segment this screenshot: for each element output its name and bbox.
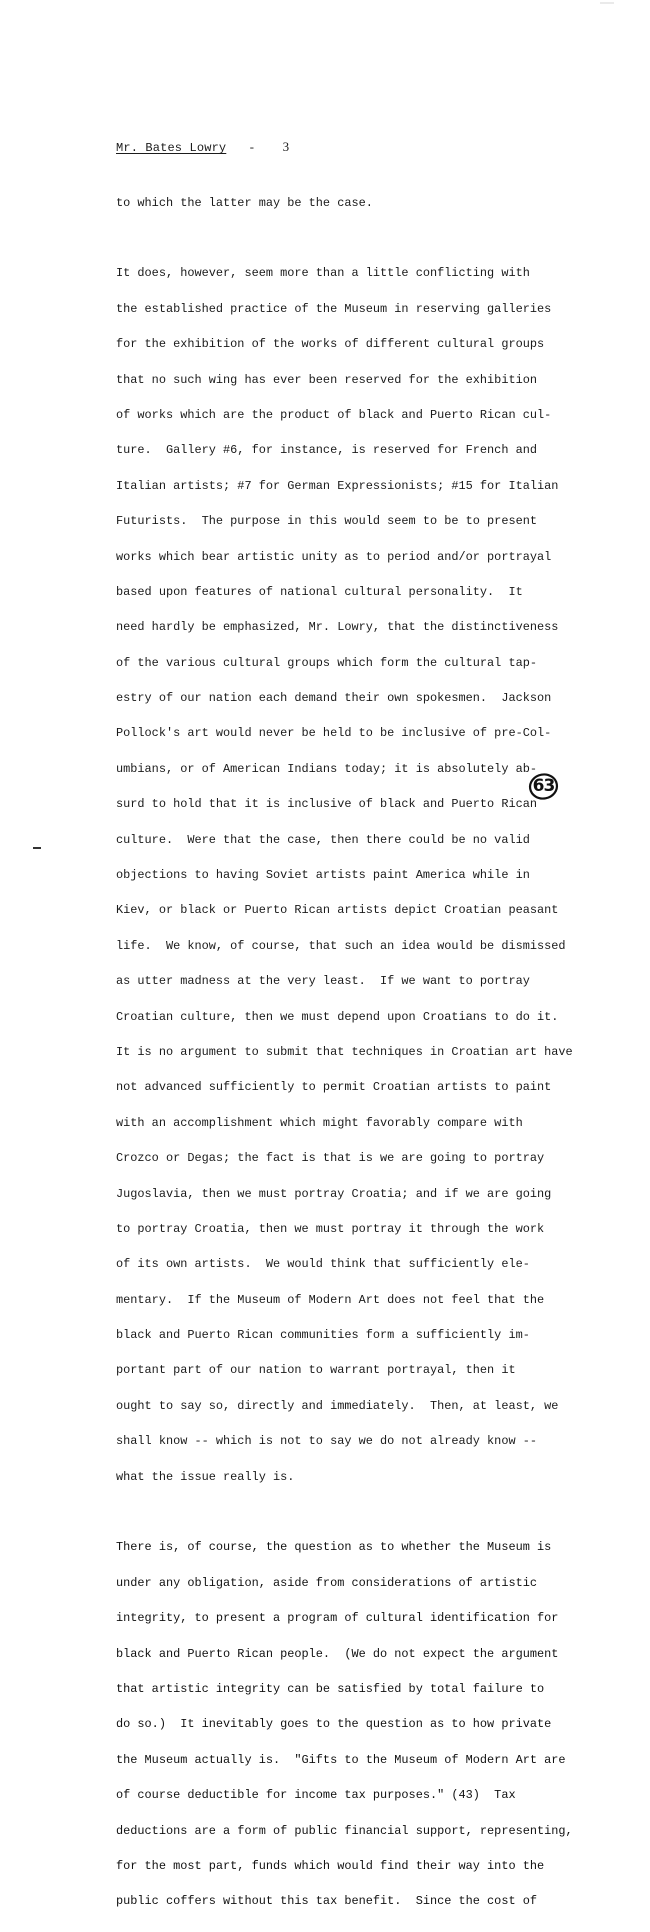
text-line: surd to hold that it is inclusive of black and Puerto Rican (116, 797, 537, 812)
stamp-page-number: 63 (532, 776, 555, 796)
text-line: Croatian culture, then we must depend upon Croatians to do it. (116, 1009, 559, 1024)
text-line: need hardly be emphasized, Mr. Lowry, that the distinctiveness (116, 620, 559, 635)
text-line: with an accomplishment which might favorably compare with (116, 1115, 523, 1130)
text-line: under any obligation, aside from considerations of artistic (116, 1575, 537, 1590)
text-line: not advanced sufficiently to permit Croatian artists to paint (116, 1080, 552, 1095)
text-line: of its own artists. We would think that sufficiently ele- (116, 1257, 530, 1272)
margin-dash-mark (33, 847, 41, 849)
text-line: portant part of our nation to warrant portrayal, then it (116, 1363, 516, 1378)
text-line: that no such wing has ever been reserved for the exhibition (116, 372, 537, 387)
text-line: Pollock's art would never be held to be inclusive of pre-Col- (116, 726, 552, 741)
text-line: of course deductible for income tax purposes." (43) Tax (116, 1788, 516, 1803)
scan-artifact-mark (600, 2, 614, 4)
text-line: to portray Croatia, then we must portray it through the work (116, 1221, 545, 1236)
text-line: It is no argument to submit that techniques in Croatian art have (116, 1044, 573, 1059)
text-line: as utter madness at the very least. If we want to portray (116, 974, 530, 989)
text-line: works which bear artistic unity as to period and/or portrayal (116, 549, 552, 564)
header-page-number: 3 (282, 139, 290, 154)
text-line: integrity, to present a program of cultural identification for (116, 1611, 559, 1626)
text-line: ought to say so, directly and immediately. Then, at least, we (116, 1398, 559, 1413)
text-line: black and Puerto Rican communities form a sufficiently im- (116, 1328, 530, 1343)
text-line: to which the latter may be the case. (116, 195, 373, 210)
letter-body (116, 174, 586, 1932)
text-line: black and Puerto Rican people. (We do not expect the argument (116, 1646, 559, 1661)
text-line: Kiev, or black or Puerto Rican artists depict Croatian peasant (116, 903, 559, 918)
text-line: mentary. If the Museum of Modern Art does not feel that the (116, 1292, 545, 1307)
paragraph-3 (116, 1519, 586, 1932)
text-line: that artistic integrity can be satisfied by total failure to (116, 1682, 545, 1696)
text-line: ture. Gallery #6, for instance, is reserved for French and (116, 443, 537, 458)
text-line: life. We know, of course, that such an idea would be dismissed (116, 938, 566, 953)
text-line: public coffers without this tax benefit. Since the cost of (116, 1894, 537, 1909)
text-line: estry of our nation each demand their own spokesmen. Jackson (116, 691, 552, 706)
text-line: Italian artists; #7 for German Expressionists; #15 for Italian (116, 478, 559, 493)
paragraph-1 (116, 174, 586, 233)
text-line: based upon features of national cultural personality. It (116, 584, 523, 599)
text-line: objections to having Soviet artists paint America while in (116, 868, 530, 883)
circled-page-number-stamp (528, 771, 559, 801)
addressee-name: Mr. Bates Lowry (116, 141, 227, 155)
paragraph-2 (116, 245, 586, 1507)
text-line: umbians, or of American Indians today; it is absolutely ab- (116, 761, 537, 776)
text-line: of the various cultural groups which form the cultural tap- (116, 655, 537, 670)
text-line: the established practice of the Museum in reserving galleries (116, 301, 552, 316)
text-line: the Museum actually is. "Gifts to the Museum of Modern Art are (116, 1752, 566, 1767)
text-line: culture. Were that the case, then there could be no valid (116, 832, 530, 847)
text-line: Crozco or Degas; the fact is that is we are going to portray (116, 1151, 545, 1166)
text-line: It does, however, seem more than a little conflicting with (116, 266, 530, 281)
text-line: Futurists. The purpose in this would seem to be to present (116, 514, 537, 529)
text-line: do so.) It inevitably goes to the question as to how private (116, 1717, 552, 1732)
text-line: There is, of course, the question as to whether the Museum is (116, 1540, 552, 1555)
text-line: deductions are a form of public financial support, representing, (116, 1823, 573, 1838)
text-line: for the exhibition of the works of different cultural groups (116, 337, 545, 352)
text-line: what the issue really is. (116, 1469, 295, 1484)
text-line: for the most part, funds which would find their way into the (116, 1858, 545, 1873)
letter-header (116, 140, 289, 155)
text-line: shall know -- which is not to say we do not already know -- (116, 1434, 537, 1449)
header-separator: - (248, 141, 256, 155)
text-line: Jugoslavia, then we must portray Croatia; and if we are going (116, 1186, 552, 1201)
text-line: of works which are the product of black and Puerto Rican cul- (116, 407, 552, 422)
